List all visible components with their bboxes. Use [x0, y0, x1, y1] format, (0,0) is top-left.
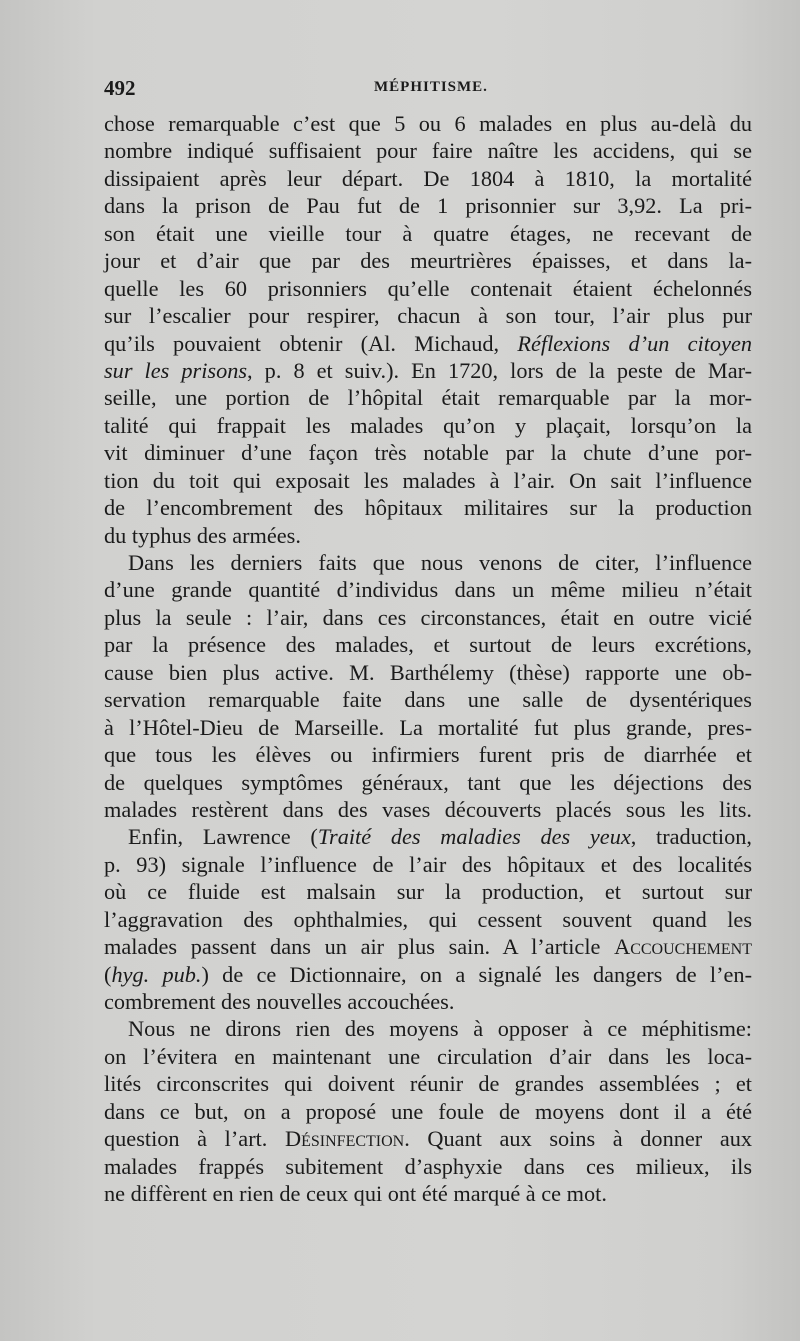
text-line	[104, 933, 752, 960]
text-run: . Quant aux soins à donner aux	[404, 1126, 753, 1152]
text-line: où ce fluide est malsain sur la production, et surtout sur	[104, 879, 752, 905]
text-line: seille, une portion de l’hôpital était remarquable par la mor-	[104, 385, 752, 411]
text-run: (	[104, 961, 112, 987]
text-run: question à l’art.	[104, 1126, 268, 1152]
text-line: cause bien plus active. M. Barthélemy (thèse) rapporte une ob-	[104, 659, 752, 685]
text-line	[104, 961, 752, 988]
italic-title: Traité des maladies des yeux	[317, 824, 631, 850]
text-line: p. 93) signale l’influence de l’air des hôpitaux et des localités	[104, 851, 752, 877]
text-line	[104, 1125, 752, 1152]
text-line: servation remarquable faite dans une salle de dysentériques	[104, 687, 752, 713]
text-line: lités circonscrites qui doivent réunir de grandes assemblées ; et	[104, 1071, 752, 1097]
text-line: dissipaient après leur départ. De 1804 à 1810, la mortalité	[104, 165, 752, 191]
page-number: 492	[104, 76, 136, 100]
text-line: chose remarquable c’est que 5 ou 6 malades en plus au-delà du	[104, 111, 752, 136]
text-run: qu’ils pouvaient obtenir (Al. Michaud,	[104, 330, 500, 356]
text-line	[104, 330, 752, 357]
text-line: l’aggravation des ophthalmies, qui cessent souvent quand les	[104, 906, 752, 932]
text-line: par la présence des malades, et surtout de leurs excrétions,	[104, 632, 752, 658]
text-line: à l’Hôtel-Dieu de Marseille. La mortalité fut plus grande, pres-	[104, 714, 752, 740]
text-line: combrement des nouvelles accouchées.	[104, 989, 455, 1014]
text-line: d’une grande quantité d’individus dans un même milieu n’était	[104, 577, 752, 603]
page-header	[104, 76, 714, 102]
text-line: du typhus des armées.	[104, 522, 301, 548]
text-line: de quelques symptômes généraux, tant que les déjections des	[104, 769, 752, 795]
text-line: talité qui frappait les malades qu’on y plaçait, lorsqu’on la	[104, 412, 752, 438]
text-line: vit diminuer d’une façon très notable par la chute d’une por-	[104, 440, 752, 466]
italic-abbrev: hyg. pub.	[111, 961, 202, 987]
text-run: , p. 8 et suiv.). En 1720, lors de la peste de Mar-	[247, 357, 752, 383]
text-line: son était une vieille tour à quatre étages, ne recevant de	[104, 220, 752, 246]
text-line: plus la seule : l’air, dans ces circonstances, était en outre vicié	[104, 604, 752, 630]
italic-title: Réflexions d’un citoyen	[517, 330, 753, 356]
body-text	[104, 110, 752, 1208]
text-run: malades passent dans un air plus sain. A l’article	[104, 934, 601, 960]
text-run: ) de ce Dictionnaire, on a signalé les dangers de l’en-	[201, 961, 752, 987]
cross-reference: Désinfection	[285, 1126, 405, 1152]
text-line: malades frappés subitement d’asphyxie dans ces milieux, ils	[104, 1153, 752, 1179]
text-line: malades restèrent dans des vases découverts placés sous les lits.	[104, 796, 752, 822]
text-run: , traduction,	[630, 824, 753, 850]
text-line: tion du toit qui exposait les malades à l’air. On sait l’influence	[104, 467, 752, 493]
text-line: jour et d’air que par des meurtrières épaisses, et dans la-	[104, 248, 752, 274]
text-line: Dans les derniers faits que nous venons de citer, l’influence	[128, 550, 752, 575]
text-line: quelle les 60 prisonniers qu’elle contenait étaient échelonnés	[104, 275, 752, 301]
cross-reference: Accouchement	[614, 934, 752, 960]
text-line: ne diffèrent en rien de ceux qui ont été marqué à ce mot.	[104, 1181, 607, 1207]
running-title: MÉPHITISME.	[374, 79, 488, 95]
text-line: nombre indiqué suffisaient pour faire naître les accidens, qui se	[104, 138, 752, 164]
italic-title: sur les prisons	[104, 357, 248, 383]
text-line	[104, 823, 752, 850]
text-line: dans ce but, on a proposé une foule de moyens dont il a été	[104, 1098, 752, 1124]
text-line	[104, 357, 752, 384]
text-run: Enfin, Lawrence (	[128, 824, 318, 850]
text-line: que tous les élèves ou infirmiers furent pris de diarrhée et	[104, 742, 752, 768]
text-line: on l’évitera en maintenant une circulation d’air dans les loca-	[104, 1043, 752, 1069]
text-line: sur l’escalier pour respirer, chacun à son tour, l’air plus pur	[104, 303, 752, 329]
text-line: dans la prison de Pau fut de 1 prisonnier sur 3,92. La pri-	[104, 193, 752, 219]
text-line: Nous ne dirons rien des moyens à opposer à ce méphitisme:	[128, 1016, 752, 1042]
text-line: de l’encombrement des hôpitaux militaires sur la production	[104, 495, 752, 521]
